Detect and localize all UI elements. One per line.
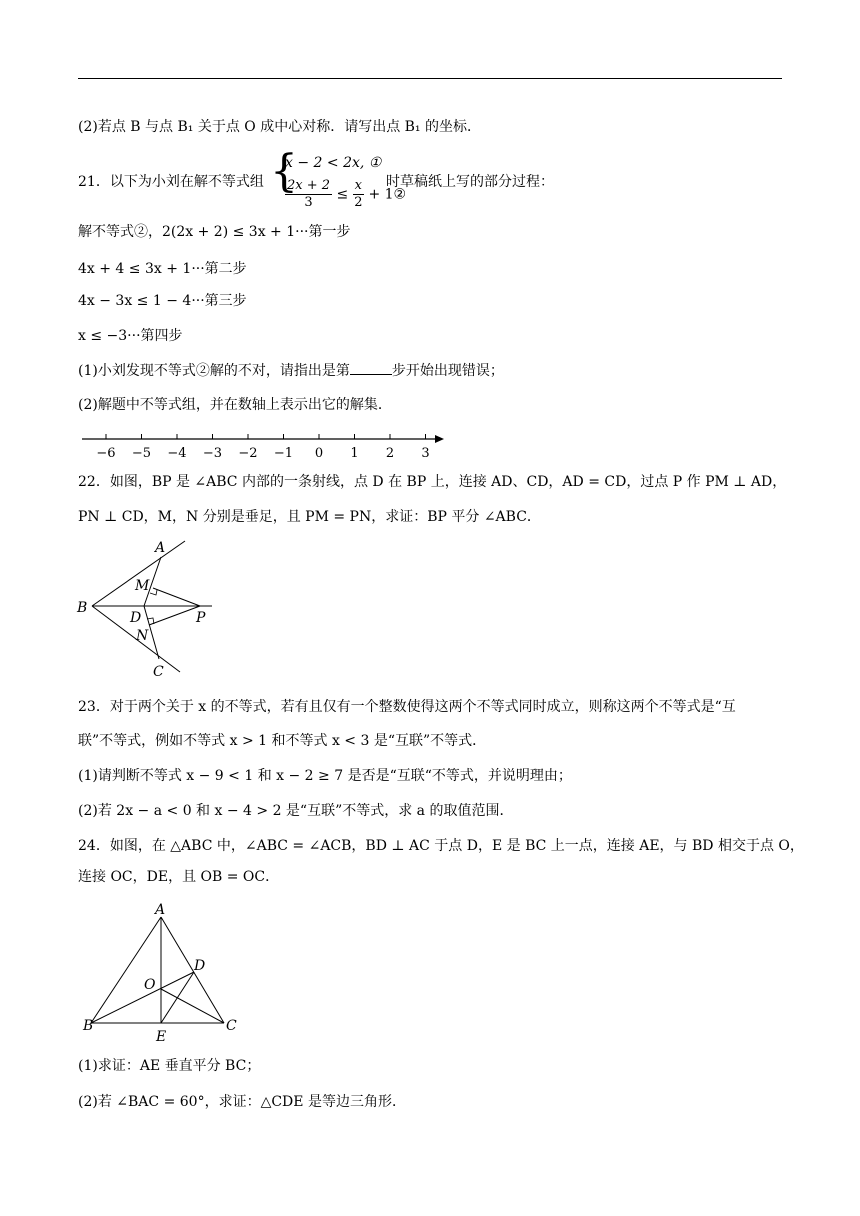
label-O: O [144, 977, 156, 993]
q21-ineq1: x − 2 < 2x, ① [285, 155, 382, 171]
q21-step4: x ≤ −3···第四步 [78, 328, 183, 344]
label-E: E [156, 1029, 167, 1045]
number-line [78, 425, 458, 463]
number-line-label: 1 [350, 446, 359, 461]
q21-ineq2-frac1 [285, 178, 332, 211]
number-line-label: −6 [96, 446, 116, 461]
label-A: A [155, 540, 166, 556]
number-line-label: 3 [421, 446, 430, 461]
number-line-label: −4 [167, 446, 187, 461]
q21-ineq2-num: 2x + 2 [287, 178, 331, 193]
q21-part1 [78, 360, 504, 381]
segment-OC [161, 989, 224, 1023]
number-line-label: 2 [385, 446, 395, 461]
side-AB [91, 917, 161, 1023]
q21-intro [78, 172, 264, 192]
number-line-label: −5 [131, 446, 152, 461]
q21-ineq2-two: 2 [354, 195, 363, 210]
label-N: N [136, 628, 149, 644]
q21-step1: 解不等式②，2(2x + 2) ≤ 3x + 1···第一步 [78, 224, 351, 240]
q21-ineq2-den: 3 [304, 195, 313, 210]
q21-part2: (2)解题中不等式组，并在数轴上表示出它的解集． [78, 397, 392, 413]
q23-part1: (1)请判断不等式 x − 9 < 1 和 x − 2 ≥ 7 是否是“互联“不等式，并说明理由； [78, 768, 572, 784]
q20-part2: (2)若点 B 与点 B₁ 关于点 O 成中心对称．请写出点 B₁ 的坐标． [78, 119, 481, 135]
ray-BA [92, 541, 185, 606]
q21-ineq2-mid: ≤ [332, 186, 353, 203]
q23-line2: 联”不等式，例如不等式 x > 1 和不等式 x < 3 是“互联”不等式． [78, 733, 487, 749]
q21-part1-post: 步开始出现错误； [391, 363, 504, 379]
q21-step3: 4x − 3x ≤ 1 − 4···第三步 [78, 293, 247, 309]
q22-line2: PN ⊥ CD，M，N 分别是垂足，且 PM = PN，求证：BP 平分 ∠ABC． [78, 509, 541, 525]
system-brace: { [270, 146, 298, 197]
q21-ineq2-tail: + 1② [364, 186, 407, 203]
number-line-label: −3 [202, 446, 223, 461]
q24-part1: (1)求证：AE 垂直平分 BC； [78, 1058, 261, 1074]
label-D: D [130, 610, 142, 626]
q21-ineq2-frac2 [353, 178, 364, 211]
figure-q24 [75, 895, 250, 1045]
label-C: C [226, 1018, 237, 1034]
label-B: B [83, 1018, 94, 1034]
q23-part2: (2)若 2x − a < 0 和 x − 4 > 2 是“互联”不等式，求 a 的取值范围． [78, 803, 514, 819]
segment-MP [153, 588, 200, 606]
q24-line1: 24．如图，在 △ABC 中，∠ABC = ∠ACB，BD ⊥ AC 于点 D，E 是 BC 上一点，连接 AE，与 BD 相交于点 O， [78, 838, 804, 854]
figure-q22 [72, 535, 222, 680]
q21-part1-pre: (1)小刘发现不等式②解的不对，请指出是第 [78, 363, 350, 379]
header-rule [78, 78, 782, 79]
q21-intro-post: 时草稿纸上写的部分过程： [386, 174, 554, 190]
q21-intro-pre: 21．以下为小刘在解不等式组 [78, 174, 264, 190]
side-AC [161, 917, 224, 1023]
label-C: C [153, 664, 164, 680]
label-B: B [77, 600, 88, 616]
q21-ineq2-x: x [354, 178, 363, 193]
number-line-label: −1 [273, 446, 294, 461]
number-line-arrow [435, 435, 444, 443]
number-line-label: −2 [238, 446, 258, 461]
number-line-ticks [96, 434, 429, 461]
number-line-label: 0 [314, 446, 324, 461]
q23-line1: 23．对于两个关于 x 的不等式，若有且仅有一个整数使得这两个不等式同时成立，则称这两个不等式是“互 [78, 699, 736, 715]
right-angle-M [150, 590, 157, 595]
label-M: M [135, 578, 150, 594]
label-A: A [155, 902, 166, 918]
label-P: P [196, 610, 206, 626]
q22-line1: 22．如图，BP 是 ∠ABC 内部的一条射线，点 D 在 BP 上，连接 AD、CD，AD = CD，过点 P 作 PM ⊥ AD， [78, 474, 787, 490]
segment-BD [91, 972, 194, 1023]
segment-NP [149, 606, 200, 625]
answer-blank[interactable] [350, 360, 392, 375]
q24-part2: (2)若 ∠BAC = 60°，求证：△CDE 是等边三角形． [78, 1094, 406, 1110]
q21-step2: 4x + 4 ≤ 3x + 1···第二步 [78, 261, 247, 277]
q24-line2: 连接 OC，DE，且 OB = OC． [78, 869, 280, 885]
label-D: D [194, 958, 206, 974]
